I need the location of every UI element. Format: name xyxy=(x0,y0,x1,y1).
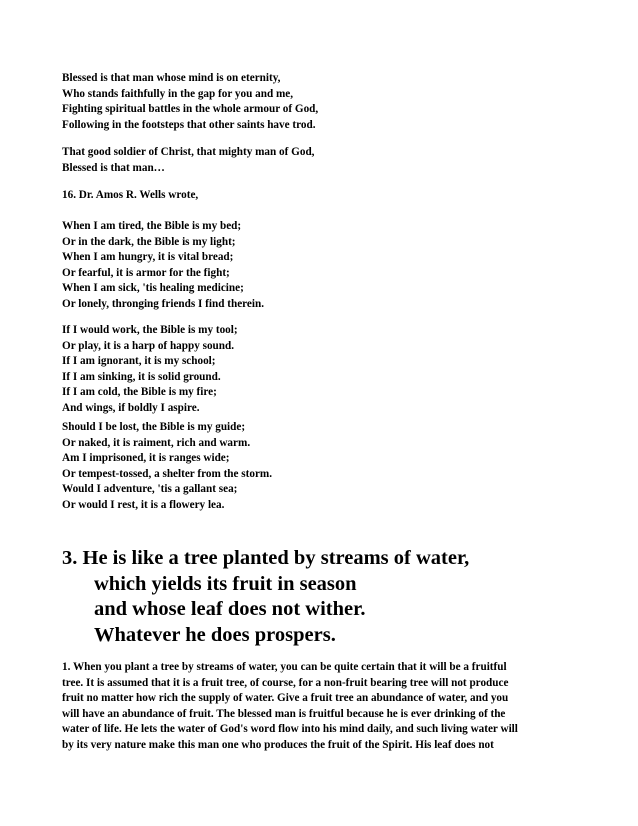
text-line: If I am ignorant, it is my school; xyxy=(62,355,216,367)
text-line: When I am tired, the Bible is my bed; xyxy=(62,220,242,232)
text-line: 1. When you plant a tree by streams of water, you can be quite certain that it will be a fruitful xyxy=(62,661,507,673)
poem-stanza-blessed-man xyxy=(62,71,622,133)
text-line: tree. It is assumed that it is a fruit tree, of course, for a non-fruit bearing tree will not produce xyxy=(62,676,509,689)
bible-poem-stanza-3 xyxy=(62,420,622,513)
text-line: Or would I rest, it is a flowery lea. xyxy=(62,498,225,511)
text-line: If I am sinking, it is solid ground. xyxy=(62,370,221,383)
section-heading xyxy=(62,546,622,648)
text-line: Or fearful, it is armor for the fight; xyxy=(62,266,230,279)
heading-line: which yields its fruit in season xyxy=(94,572,357,595)
poem-stanza-soldier xyxy=(62,145,622,176)
text-line: Blessed is that man… xyxy=(62,161,165,174)
bible-poem-stanza-2 xyxy=(62,323,622,416)
text-line: water of life. He lets the water of God's word flow into his mind daily, and such living water will xyxy=(62,723,518,735)
text-line: That good soldier of Christ, that mighty man of God, xyxy=(62,146,315,158)
text-line: Or lonely, thronging friends I find therein. xyxy=(62,297,265,310)
text-line: Or tempest-tossed, a shelter from the storm. xyxy=(62,467,273,480)
text-line: will have an abundance of fruit. The blessed man is fruitful because he is ever drinking of the xyxy=(62,707,506,720)
bible-poem-stanza-1 xyxy=(62,219,622,312)
text-line: If I would work, the Bible is my tool; xyxy=(62,324,238,336)
text-line: When I am hungry, it is vital bread; xyxy=(62,251,234,263)
quote-intro xyxy=(62,188,622,204)
heading-line: and whose leaf does not wither. xyxy=(94,598,366,620)
text-line: Would I adventure, 'tis a gallant sea; xyxy=(62,483,238,495)
text-line: If I am cold, the Bible is my fire; xyxy=(62,386,217,398)
text-line: Or play, it is a harp of happy sound. xyxy=(62,339,235,352)
text-line: Who stands faithfully in the gap for you and me, xyxy=(62,87,294,100)
text-line: Following in the footsteps that other saints have trod. xyxy=(62,118,316,131)
text-line: Am I imprisoned, it is ranges wide; xyxy=(62,452,230,464)
text-line: Or naked, it is raiment, rich and warm. xyxy=(62,436,251,449)
text-line: And wings, if boldly I aspire. xyxy=(62,401,200,414)
body-paragraph xyxy=(62,660,562,753)
text-line: Blessed is that man whose mind is on eternity, xyxy=(62,72,281,84)
heading-line: 3. He is like a tree planted by streams of water, xyxy=(62,547,470,569)
text-line: fruit no matter how rich the supply of water. Give a fruit tree an abundance of water, and you xyxy=(62,692,509,704)
text-line: 16. Dr. Amos R. Wells wrote, xyxy=(62,189,199,201)
text-line: by its very nature make this man one who produces the fruit of the Spirit. His leaf does not xyxy=(62,738,494,751)
text-line: When I am sick, 'tis healing medicine; xyxy=(62,282,244,294)
heading-line: Whatever he does prospers. xyxy=(94,623,336,646)
text-line: Fighting spiritual battles in the whole armour of God, xyxy=(62,103,319,115)
text-line: Should I be lost, the Bible is my guide; xyxy=(62,421,246,433)
text-line: Or in the dark, the Bible is my light; xyxy=(62,235,236,248)
